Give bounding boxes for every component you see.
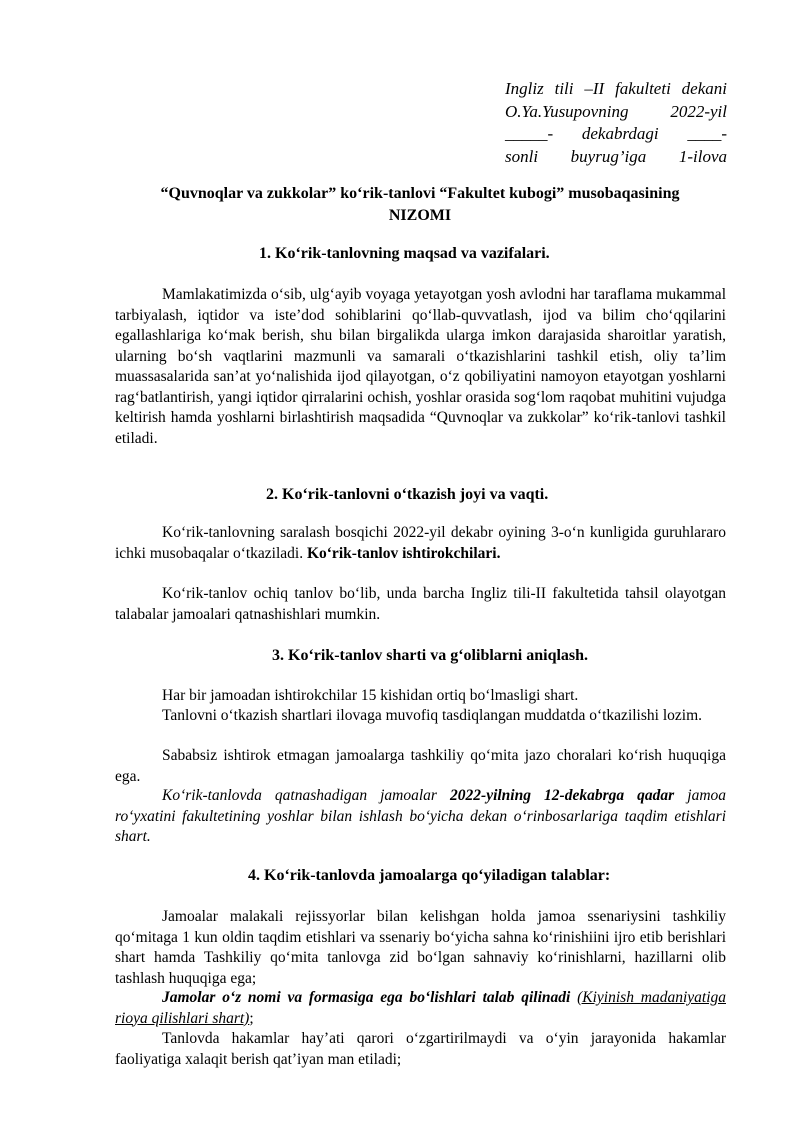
deadline-date: 2022-yilning 12-dekabrga qadar [450, 787, 675, 804]
section-3-paragraph-2: Tanlovni o‘tkazish shartlari ilovaga muvofiq tasdiqlangan muddatda o‘tkazilishi lozim. [162, 707, 702, 724]
section-4-paragraph-3: Tanlovda hakamlar hay’ati qarori o‘zgartirilmaydi va o‘yin jarayonida hakamlar faoliyatiga xalaqit berish qat’iyan man etiladi; [115, 1030, 726, 1068]
section-2-heading: 2. Ko‘rik-tanlovni o‘tkazish joyi va vaqti. [266, 486, 549, 503]
section-2-paragraph-1 [115, 523, 726, 564]
section-2-paragraph-2: Ko‘rik-tanlov ochiq tanlov bo‘lib, unda barcha Ingliz tili-II fakultetida tahsil olayotgan talabalar jamoalari qatnashishlari mumkin. [115, 585, 726, 623]
section-3-paragraph-3: Sababsiz ishtirok etmagan jamoalarga tashkiliy qo‘mita jazo choralari ko‘rish huquqiga ega. [115, 747, 726, 785]
approval-line: Ingliz tili –II fakulteti dekani [505, 79, 727, 98]
punctuation: ; [249, 1009, 254, 1027]
approval-line: _____- dekabrdagi ____- [505, 124, 727, 143]
dress-code-note: (Kiyinish madaniyatiga rioya qilishlari shart) [115, 989, 726, 1027]
section-4-paragraph-2 [115, 988, 726, 1029]
title-line: “Quvnoqlar va zukkolar” ko‘rik-tanlovi “Fakultet kubogi” musobaqasining [160, 185, 680, 202]
requirement-text: Jamolar o‘z nomi va formasiga ega bo‘lishlari talab qilinadi [162, 989, 571, 1006]
section-1-heading: 1. Ko‘rik-tanlovning maqsad va vazifalari. [259, 245, 550, 262]
participants-subheading: Ko‘rik-tanlov ishtirokchilari. [306, 544, 501, 562]
section-3-paragraph-4 [115, 786, 726, 848]
title-line: NIZOMI [388, 207, 452, 224]
paragraph-text: jamoa ro‘yxatini fakultetining yoshlar bilan ishlash bo‘yicha dekan o‘rinbosarlariga taqdim etishlari shart. [115, 787, 727, 845]
approval-stamp [505, 78, 727, 168]
paragraph-text: Ko‘rik-tanlovning saralash bosqichi 2022-yil dekabr oyining 3-o‘n kunligida guruhlararo ichki musobaqalar o‘tkaziladi. [115, 524, 726, 562]
document-title [115, 183, 725, 227]
section-4-heading: 4. Ko‘rik-tanlovda jamoalarga qo‘yiladigan talablar: [248, 867, 611, 884]
approval-line: sonli buyrug’iga 1-ilova [505, 146, 727, 166]
section-3-paragraph-1: Har bir jamoadan ishtirokchilar 15 kishidan ortiq bo‘lmasligi shart. [162, 687, 579, 704]
section-3-heading: 3. Ko‘rik-tanlov sharti va g‘oliblarni aniqlash. [272, 647, 589, 664]
paragraph-text: Ko‘rik-tanlovda qatnashadigan jamoalar [162, 787, 451, 804]
section-4-paragraph-1: Jamoalar malakali rejissyorlar bilan kelishgan holda jamoa ssenariysini tashkiliy qo‘mitaga 1 kun oldin taqdim etishlari va ssenariy bo‘yicha sahna ko‘rinishiini ijro etib berishlari shart hamda Tashkiliy qo‘mita tanlovga zid bo‘lgan sahnaviy ko‘rinishlarni, hazillarni olib tashlash huquqiga ega; [115, 908, 726, 987]
section-1-paragraph: Mamlakatimizda o‘sib, ulg‘ayib voyaga yetayotgan yosh avlodni har taraflama mukammal tarbiyalash, iqtidor va iste’dod sohiblarini qo‘llab-quvvatlash, ijod va bilim cho‘qqilarini egallashlariga ko‘mak berish, shu bilan birgalikda ularga imkon darajasida sharoitlar yaratish, ularning bo‘sh vaqtlarini mazmunli va samarali o‘tkazishlarini tashkil etish, oliy ta’lim muassasalarida san’at yo‘nalishida ijod qilayotgan, o‘z qobiliyatini namoyon etayotgan yoshlarni rag‘batlantirish, yangi iqtidor qirralarini ochish, yoshlar orasida sog‘lom raqobat muhitini vujudga keltirish hamda yoshlarni birlashtirish maqsadida “Quvnoqlar va zukkolar” ko‘rik-tanlovi tashkil etiladi. [115, 286, 726, 447]
approval-line: O.Ya.Yusupovning 2022-yil [505, 101, 727, 121]
